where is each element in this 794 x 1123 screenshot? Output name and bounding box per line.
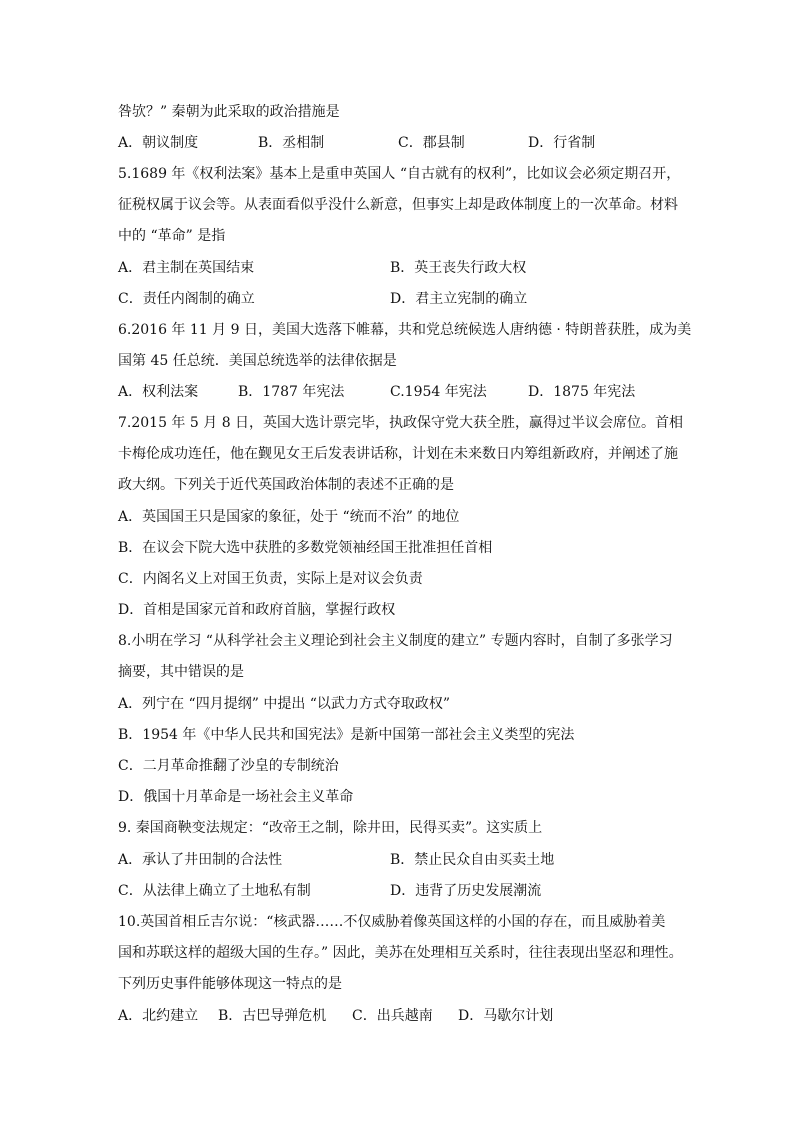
question-8-option-b: B．1954 年《中华人民共和国宪法》是新中国第一部社会主义类型的宪法: [118, 727, 575, 743]
question-8-stem-line-2: 摘要，其中错误的是: [118, 664, 244, 680]
question-10-option-c: C．出兵越南: [352, 1008, 433, 1024]
question-5-stem-line-1: 5.1689 年《权利法案》基本上是重申英国人 “自古就有的权利”，比如议会必须定期召开，: [118, 166, 681, 182]
question-4-stem-tail: 咎欤？” 秦朝为此采取的政治措施是: [118, 104, 340, 120]
question-5-option-d: D．君主立宪制的确立: [390, 291, 528, 307]
question-8-option-a: A．列宁在 “四月提纲” 中提出 “以武力方式夺取政权”: [118, 696, 451, 712]
question-10-option-d: D．马歇尔计划: [458, 1008, 554, 1024]
question-7-stem-line-1: 7.2015 年 5 月 8 日，英国大选计票完毕，执政保守党大获全胜，赢得过半议会席位。首相: [118, 415, 684, 431]
question-10-option-a: A．北约建立: [118, 1008, 199, 1024]
question-10-stem-line-3: 下列历史事件能够体现这一特点的是: [118, 976, 342, 992]
question-8-stem-line-1: 8.小明在学习 “从科学社会主义理论到社会主义制度的建立” 专题内容时，自制了多张学习: [118, 633, 673, 649]
question-7-option-b: B．在议会下院大选中获胜的多数党领袖经国王批准担任首相: [118, 540, 493, 556]
question-9-option-a: A．承认了井田制的合法性: [118, 852, 283, 868]
question-9-option-b: B．禁止民众自由买卖土地: [390, 852, 555, 868]
question-10-option-b: B．古巴导弹危机: [218, 1008, 327, 1024]
question-10-stem-line-1: 10.英国首相丘吉尔说：“核武器……不仅威胁着像英国这样的小国的存在，而且威胁着美: [118, 914, 666, 930]
question-5-stem-line-3: 中的 “革命” 是指: [118, 228, 226, 244]
question-4-option-a: A．朝议制度: [118, 135, 199, 151]
question-8-option-c: C．二月革命推翻了沙皇的专制统治: [118, 758, 339, 774]
question-4-option-d: D．行省制: [528, 135, 596, 151]
question-9-option-c: C．从法律上确立了土地私有制: [118, 883, 311, 899]
question-9-stem-line-1: 9. 秦国商鞅变法规定：“改帝王之制，除井田，民得买卖”。这实质上: [118, 820, 543, 836]
question-9-option-d: D．违背了历史发展潮流: [390, 883, 542, 899]
question-6-stem-line-1: 6.2016 年 11 月 9 日，美国大选落下帷幕，共和党总统候选人唐纳德 · 特朗普获胜，成为美: [118, 322, 692, 338]
question-6-option-b: B．1787 年宪法: [238, 384, 345, 400]
question-6-stem-line-2: 国第 45 任总统．美国总统选举的法律依据是: [118, 353, 397, 369]
question-7-option-c: C．内阁名义上对国王负责，实际上是对议会负责: [118, 571, 423, 587]
question-8-option-d: D．俄国十月革命是一场社会主义革命: [118, 789, 354, 805]
question-7-stem-line-3: 政大纲。下列关于近代英国政治体制的表述不正确的是: [118, 477, 454, 493]
question-7-option-a: A．英国国王只是国家的象征，处于 “统而不治” 的地位: [118, 509, 460, 525]
question-5-option-a: A．君主制在英国结束: [118, 260, 255, 276]
question-4-option-b: B．丞相制: [258, 135, 325, 151]
question-6-option-d: D．1875 年宪法: [528, 384, 636, 400]
question-6-option-a: A．权利法案: [118, 384, 199, 400]
question-5-option-b: B．英王丧失行政大权: [390, 260, 527, 276]
question-5-stem-line-2: 征税权属于议会等。从表面看似乎没什么新意，但事实上却是政体制度上的一次革命。材料: [118, 197, 678, 213]
question-7-option-d: D．首相是国家元首和政府首脑，掌握行政权: [118, 602, 396, 618]
question-5-option-c: C．责任内阁制的确立: [118, 291, 255, 307]
question-7-stem-line-2: 卡梅伦成功连任，他在觐见女王后发表讲话称，计划在未来数日内筹组新政府，并阐述了施: [118, 446, 678, 462]
question-6-option-c: C.1954 年宪法: [390, 384, 487, 400]
question-10-stem-line-2: 国和苏联这样的超级大国的生存。” 因此，美苏在处理相互关系时，往往表现出坚忍和理性。: [118, 945, 683, 961]
question-4-option-c: C．郡县制: [398, 135, 465, 151]
